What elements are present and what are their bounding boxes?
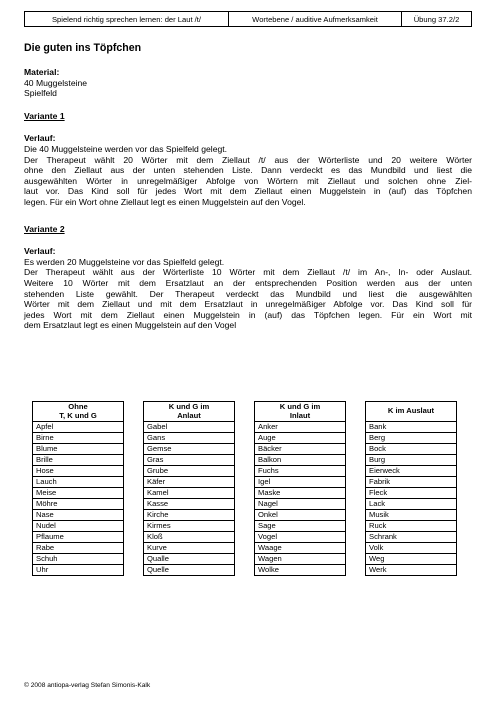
word-cell: Uhr bbox=[33, 565, 124, 576]
variant1-line: Der Therapeut wählt 20 Wörter mit dem Ziellaut /t/ aus der Wörterliste und 20 weitere Wörter bbox=[24, 154, 472, 165]
word-cell: Sage bbox=[255, 521, 346, 532]
table-header-line: Inlaut bbox=[289, 410, 311, 420]
table-row bbox=[366, 554, 457, 565]
table-header bbox=[144, 402, 235, 422]
word-cell: Rabe bbox=[33, 543, 124, 554]
table-row bbox=[144, 565, 235, 576]
table-row bbox=[366, 488, 457, 499]
material-item: 40 Muggelsteine bbox=[24, 77, 88, 88]
table-header bbox=[366, 402, 457, 422]
table-row bbox=[366, 565, 457, 576]
instructions bbox=[24, 42, 472, 331]
word-cell: Kurve bbox=[144, 543, 235, 554]
variant1-heading: Variante 1 bbox=[24, 110, 65, 121]
word-cell: Eierweck bbox=[366, 466, 457, 477]
word-cell: Brille bbox=[33, 455, 124, 466]
word-cell: Igel bbox=[255, 477, 346, 488]
word-cell: Grube bbox=[144, 466, 235, 477]
table-row bbox=[366, 510, 457, 521]
table-header-row bbox=[144, 402, 235, 422]
table-row bbox=[366, 433, 457, 444]
table-row bbox=[255, 499, 346, 510]
table-row bbox=[255, 477, 346, 488]
word-cell: Fleck bbox=[366, 488, 457, 499]
table-row bbox=[33, 543, 124, 554]
word-cell: Pflaume bbox=[33, 532, 124, 543]
word-cell: Kasse bbox=[144, 499, 235, 510]
word-list bbox=[144, 422, 235, 576]
page-header bbox=[24, 11, 472, 27]
table-row bbox=[144, 433, 235, 444]
variant1-line: legen. Für ein Wort ohne Ziellaut legt es einen Muggelstein auf den Vogel. bbox=[24, 196, 306, 207]
table-row bbox=[144, 477, 235, 488]
word-cell: Apfel bbox=[33, 422, 124, 433]
word-cell: Bäcker bbox=[255, 444, 346, 455]
header-level: Wortebene / auditive Aufmerksamkeit bbox=[229, 12, 402, 26]
material-label: Material: bbox=[24, 67, 60, 77]
word-cell: Maske bbox=[255, 488, 346, 499]
word-cell: Burg bbox=[366, 455, 457, 466]
table-header bbox=[255, 402, 346, 422]
table-row bbox=[144, 455, 235, 466]
variant1-label: Verlauf: bbox=[24, 133, 56, 144]
table-row bbox=[255, 433, 346, 444]
word-cell: Hose bbox=[33, 466, 124, 477]
word-table-ohne bbox=[32, 401, 124, 576]
word-cell: Quelle bbox=[144, 565, 235, 576]
word-cell: Möhre bbox=[33, 499, 124, 510]
variant1-line: Die 40 Muggelsteine werden vor das Spielfeld gelegt. bbox=[24, 143, 228, 154]
table-header-line: T, K und G bbox=[59, 410, 97, 420]
word-cell: Onkel bbox=[255, 510, 346, 521]
word-cell: Waage bbox=[255, 543, 346, 554]
table-row bbox=[255, 554, 346, 565]
word-cell: Fuchs bbox=[255, 466, 346, 477]
word-cell: Weg bbox=[366, 554, 457, 565]
table-header-line: Ohne bbox=[68, 402, 88, 411]
word-cell: Käfer bbox=[144, 477, 235, 488]
word-cell: Bank bbox=[366, 422, 457, 433]
variant2-label: Verlauf: bbox=[24, 246, 56, 257]
word-cell: Qualle bbox=[144, 554, 235, 565]
word-cell: Berg bbox=[366, 433, 457, 444]
word-cell: Ruck bbox=[366, 521, 457, 532]
word-cell: Lauch bbox=[33, 477, 124, 488]
table-row bbox=[33, 433, 124, 444]
variant2-line: Der Therapeut wählt aus der Wörterliste 10 Wörter mit dem Ziellaut /t/ im An-, In- oder Auslaut. bbox=[24, 267, 472, 278]
table-row bbox=[366, 466, 457, 477]
word-cell: Fabrik bbox=[366, 477, 457, 488]
table-row bbox=[144, 510, 235, 521]
table-row bbox=[366, 455, 457, 466]
variant1-line: ausgewählten Wörter in unregelmäßiger Abfolge von Wörtern mit Ziellaut und solchen ohne Ziel- bbox=[24, 175, 472, 186]
material-item: Spielfeld bbox=[24, 88, 57, 99]
table-row bbox=[255, 510, 346, 521]
word-cell: Bock bbox=[366, 444, 457, 455]
variant1-line: laut vor. Das Kind soll für jedes Wort mit dem Ziellaut einen Muggelstein in (auf) das Töpfchen bbox=[24, 186, 472, 197]
table-header bbox=[33, 402, 124, 422]
table-row bbox=[33, 422, 124, 433]
variant2-line: dem Ersatzlaut legt es einen Muggelstein auf den Vogel bbox=[24, 320, 237, 331]
table-row bbox=[33, 510, 124, 521]
table-row bbox=[366, 521, 457, 532]
table-row bbox=[366, 532, 457, 543]
table-row bbox=[144, 422, 235, 433]
word-cell: Gras bbox=[144, 455, 235, 466]
table-header-line: Anlaut bbox=[177, 410, 201, 420]
table-header-row bbox=[255, 402, 346, 422]
table-row bbox=[144, 499, 235, 510]
word-cell: Gemse bbox=[144, 444, 235, 455]
word-list bbox=[33, 422, 124, 576]
table-row bbox=[33, 532, 124, 543]
table-row bbox=[255, 565, 346, 576]
word-list bbox=[255, 422, 346, 576]
word-cell: Meise bbox=[33, 488, 124, 499]
table-row bbox=[255, 466, 346, 477]
table-row bbox=[33, 444, 124, 455]
table-row bbox=[33, 466, 124, 477]
variant2-heading: Variante 2 bbox=[24, 223, 65, 234]
table-row bbox=[255, 543, 346, 554]
table-row bbox=[33, 477, 124, 488]
word-cell: Anker bbox=[255, 422, 346, 433]
word-cell: Vogel bbox=[255, 532, 346, 543]
word-cell: Balkon bbox=[255, 455, 346, 466]
table-row bbox=[366, 444, 457, 455]
word-list bbox=[366, 422, 457, 576]
table-row bbox=[255, 444, 346, 455]
word-cell: Nase bbox=[33, 510, 124, 521]
table-row bbox=[33, 499, 124, 510]
word-cell: Kirmes bbox=[144, 521, 235, 532]
word-table-anlaut bbox=[143, 401, 235, 576]
table-row bbox=[255, 488, 346, 499]
word-cell: Gans bbox=[144, 433, 235, 444]
header-topic: Spielend richtig sprechen lernen: der Laut /t/ bbox=[25, 12, 229, 26]
word-table-inlaut bbox=[254, 401, 346, 576]
word-cell: Kloß bbox=[144, 532, 235, 543]
table-row bbox=[144, 543, 235, 554]
table-row bbox=[144, 521, 235, 532]
table-header-row bbox=[366, 402, 457, 422]
word-cell: Werk bbox=[366, 565, 457, 576]
table-row bbox=[255, 532, 346, 543]
table-row bbox=[366, 543, 457, 554]
table-row bbox=[255, 455, 346, 466]
word-cell: Wagen bbox=[255, 554, 346, 565]
table-header-row bbox=[33, 402, 124, 422]
word-cell: Blume bbox=[33, 444, 124, 455]
word-cell: Nudel bbox=[33, 521, 124, 532]
table-row bbox=[255, 422, 346, 433]
variant2-line: Es werden 20 Muggelsteine vor das Spielfeld gelegt. bbox=[24, 256, 225, 267]
header-exercise: Übung 37.2/2 bbox=[413, 14, 460, 24]
table-row bbox=[366, 422, 457, 433]
word-cell: Schrank bbox=[366, 532, 457, 543]
table-row bbox=[144, 488, 235, 499]
word-cell: Kamel bbox=[144, 488, 235, 499]
word-cell: Musik bbox=[366, 510, 457, 521]
word-cell: Wolke bbox=[255, 565, 346, 576]
word-cell: Birne bbox=[33, 433, 124, 444]
variant2-line: jedes Wort mit dem Ziellaut einen Muggelstein in (auf) das Töpfchen legen. Für ein Wort mit bbox=[24, 309, 472, 320]
table-header-line: K und G im bbox=[279, 402, 321, 411]
table-row bbox=[144, 466, 235, 477]
table-row bbox=[366, 477, 457, 488]
table-header-line: K im Auslaut bbox=[387, 406, 435, 416]
table-row bbox=[144, 532, 235, 543]
word-cell: Kirche bbox=[144, 510, 235, 521]
table-row bbox=[33, 455, 124, 466]
word-cell: Schuh bbox=[33, 554, 124, 565]
table-row bbox=[33, 488, 124, 499]
word-cell: Auge bbox=[255, 433, 346, 444]
variant2-line: Wörter mit dem Ziellaut und mit dem Ersatzlaut in unregelmäßiger Abfolge vor. Das Kind soll für bbox=[24, 299, 472, 310]
copyright-footer: © 2008 antiopa-verlag Stefan Simonis-Kalk bbox=[24, 682, 151, 689]
table-row bbox=[255, 521, 346, 532]
word-cell: Nagel bbox=[255, 499, 346, 510]
table-row bbox=[366, 499, 457, 510]
word-cell: Gabel bbox=[144, 422, 235, 433]
word-cell: Volk bbox=[366, 543, 457, 554]
variant2-line: stehenden Liste gewählt. Der Therapeut verdeckt das Mundbild und liest die ausgewählten bbox=[24, 288, 472, 299]
table-row bbox=[33, 565, 124, 576]
word-cell: Lack bbox=[366, 499, 457, 510]
table-header-line: K und G im bbox=[168, 402, 210, 411]
page-title: Die guten ins Töpfchen bbox=[24, 42, 142, 54]
table-row bbox=[33, 521, 124, 532]
word-table-auslaut bbox=[365, 401, 457, 576]
table-row bbox=[33, 554, 124, 565]
variant1-line: ohne den Ziellaut aus der unten stehenden Liste. Dann verdeckt es das Mundbild und liest die bbox=[24, 165, 472, 176]
variant2-line: Weitere 10 Wörter mit dem Ersatzlaut an der entsprechenden Position werden aus der unten bbox=[24, 277, 472, 288]
table-row bbox=[144, 554, 235, 565]
table-row bbox=[144, 444, 235, 455]
